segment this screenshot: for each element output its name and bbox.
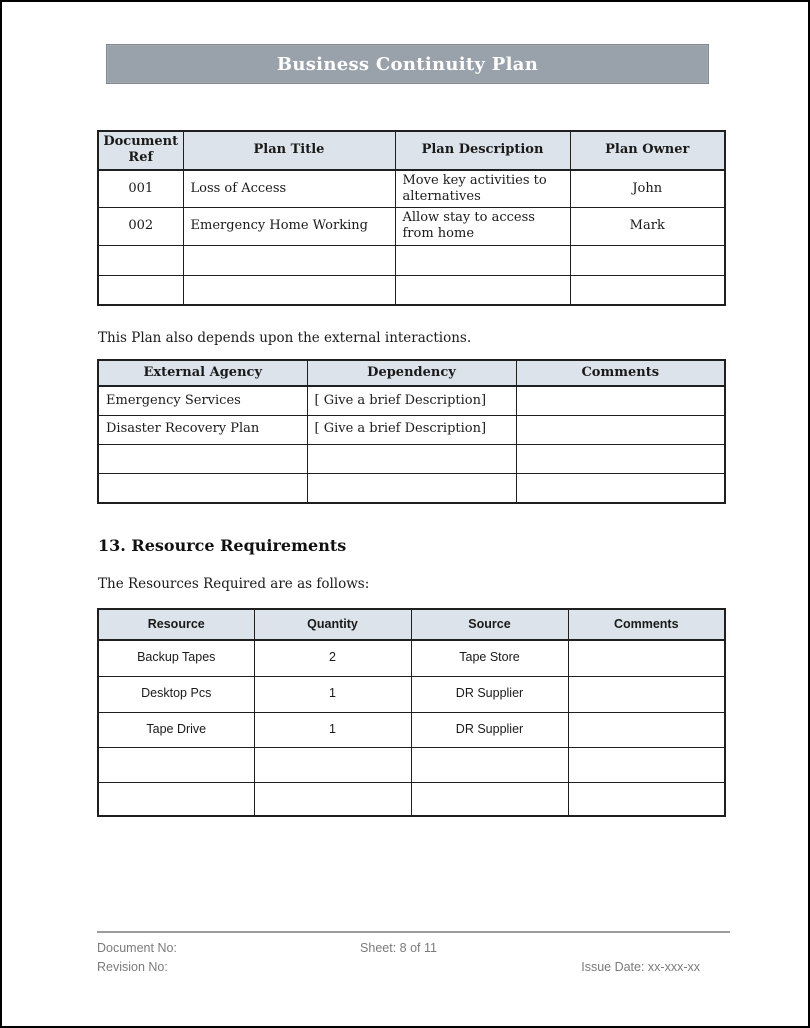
- footer-line-2: [97, 958, 730, 977]
- table-cell: 1: [254, 712, 411, 747]
- table-cell: [307, 444, 516, 473]
- footer-divider: [97, 931, 730, 933]
- table-row: [98, 640, 725, 676]
- table-row: [98, 275, 725, 305]
- table-cell: [395, 275, 570, 305]
- table-cell: 1: [254, 676, 411, 712]
- document-title: Business Continuity Plan: [276, 53, 539, 75]
- column-header: Comments: [568, 609, 725, 640]
- table-row: [98, 245, 725, 275]
- external-agency-table: [97, 359, 726, 504]
- table-cell: [568, 712, 725, 747]
- table-cell: Mark: [570, 208, 725, 246]
- table-cell: [254, 747, 411, 782]
- table-cell: [568, 747, 725, 782]
- footer-revision-no: Revision No:: [97, 960, 168, 974]
- document-title-bar: [106, 44, 709, 84]
- table-cell: [254, 782, 411, 816]
- column-header: Comments: [516, 360, 725, 386]
- table-row: [98, 473, 725, 503]
- footer-document-no: Document No:: [97, 941, 177, 955]
- table-cell: Desktop Pcs: [98, 676, 254, 712]
- table-cell: 2: [254, 640, 411, 676]
- table-row: [98, 782, 725, 816]
- table-cell: Backup Tapes: [98, 640, 254, 676]
- page-footer: [97, 931, 730, 977]
- table-cell: 001: [98, 170, 183, 208]
- table-cell: [307, 473, 516, 503]
- table-cell: [98, 245, 183, 275]
- table-cell: [570, 275, 725, 305]
- column-header: Resource: [98, 609, 254, 640]
- table-cell: Allow stay to access from home: [395, 208, 570, 246]
- resources-note: The Resources Required are as follows:: [98, 576, 370, 592]
- column-header: Plan Title: [183, 131, 395, 170]
- table-cell: [568, 782, 725, 816]
- table-cell: [411, 747, 568, 782]
- table-cell: Disaster Recovery Plan: [98, 415, 307, 444]
- column-header: External Agency: [98, 360, 307, 386]
- table-cell: [516, 444, 725, 473]
- table-cell: [570, 245, 725, 275]
- table-cell: [516, 473, 725, 503]
- table-cell: [ Give a brief Description]: [307, 415, 516, 444]
- table-cell: DR Supplier: [411, 712, 568, 747]
- plans-table: [97, 130, 726, 306]
- table-cell: [ Give a brief Description]: [307, 386, 516, 415]
- table-cell: [98, 782, 254, 816]
- column-header: Source: [411, 609, 568, 640]
- table-cell: 002: [98, 208, 183, 246]
- table-row: [98, 444, 725, 473]
- table-cell: [516, 415, 725, 444]
- table-row: [98, 712, 725, 747]
- table-cell: [516, 386, 725, 415]
- table-cell: [183, 245, 395, 275]
- table-cell: Tape Drive: [98, 712, 254, 747]
- table-row: [98, 676, 725, 712]
- table-cell: [411, 782, 568, 816]
- table-row: [98, 208, 725, 246]
- resources-table: [97, 608, 726, 817]
- table-row: [98, 415, 725, 444]
- footer-issue-date: Issue Date: xx-xxx-xx: [581, 960, 700, 974]
- table-header-row: [98, 360, 725, 386]
- table-cell: [183, 275, 395, 305]
- section-heading: 13. Resource Requirements: [98, 536, 347, 555]
- table-cell: Loss of Access: [183, 170, 395, 208]
- table-cell: [395, 245, 570, 275]
- column-header: Plan Description: [395, 131, 570, 170]
- footer-spacer: [298, 958, 499, 977]
- table-cell: [98, 473, 307, 503]
- column-header: Quantity: [254, 609, 411, 640]
- table-cell: John: [570, 170, 725, 208]
- table-cell: Emergency Services: [98, 386, 307, 415]
- external-dependencies-note: This Plan also depends upon the external interactions.: [98, 330, 472, 346]
- table-cell: Move key activities to alternatives: [395, 170, 570, 208]
- column-header: Plan Owner: [570, 131, 725, 170]
- footer-sheet: Sheet: 8 of 11: [360, 941, 437, 955]
- table-row: [98, 386, 725, 415]
- table-cell: [98, 747, 254, 782]
- table-cell: [98, 275, 183, 305]
- table-row: [98, 170, 725, 208]
- footer-spacer: [499, 939, 730, 958]
- table-header-row: [98, 609, 725, 640]
- footer-line-1: [97, 939, 730, 958]
- table-cell: [568, 640, 725, 676]
- column-header: Document Ref: [98, 131, 183, 170]
- table-row: [98, 747, 725, 782]
- table-cell: [98, 444, 307, 473]
- table-cell: [568, 676, 725, 712]
- table-cell: DR Supplier: [411, 676, 568, 712]
- table-header-row: [98, 131, 725, 170]
- table-cell: Tape Store: [411, 640, 568, 676]
- table-cell: Emergency Home Working: [183, 208, 395, 246]
- column-header: Dependency: [307, 360, 516, 386]
